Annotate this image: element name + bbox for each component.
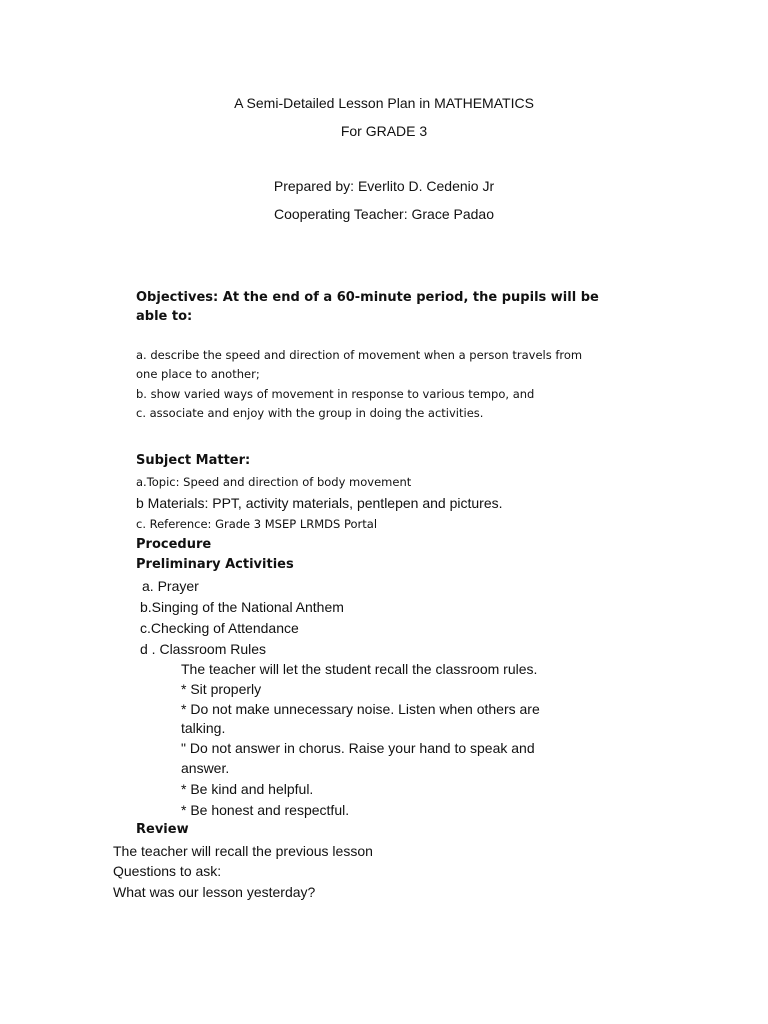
grade-label: For GRADE 3: [340, 123, 428, 139]
rule-line: " Do not answer in chorus. Raise your hand to speak and: [181, 740, 535, 756]
subject-matter-heading: Subject Matter:: [136, 453, 251, 468]
procedure-item: d . Classroom Rules: [140, 641, 267, 657]
procedure-item: b.Singing of the National Anthem: [140, 599, 344, 615]
objectives-heading: Objectives: At the end of a 60-minute period, the pupils will be: [136, 290, 599, 305]
objective-item: c. associate and enjoy with the group in doing the activities.: [136, 406, 484, 420]
preliminary-activities-heading: Preliminary Activities: [136, 557, 294, 572]
objective-item: a. describe the speed and direction of movement when a person travels from: [136, 348, 583, 362]
cooperating-teacher: Cooperating Teacher: Grace Padao: [274, 206, 494, 222]
rule-line: answer.: [181, 760, 230, 776]
rule-line: talking.: [181, 720, 226, 736]
rules-intro: The teacher will let the student recall the classroom rules.: [181, 661, 538, 677]
reference-line: c. Reference: Grade 3 MSEP LRMDS Portal: [136, 517, 378, 531]
topic-line: a.Topic: Speed and direction of body movement: [136, 475, 412, 489]
objective-item: one place to another;: [136, 367, 260, 381]
materials-line: b Materials: PPT, activity materials, pentlepen and pictures.: [136, 495, 503, 511]
procedure-item: a. Prayer: [142, 578, 199, 594]
rule-line: * Sit properly: [181, 681, 262, 697]
document-title: A Semi-Detailed Lesson Plan in MATHEMATICS: [234, 95, 534, 111]
rule-line: * Be honest and respectful.: [181, 802, 350, 818]
review-line: Questions to ask:: [113, 863, 222, 879]
objective-item: b. show varied ways of movement in response to various tempo, and: [136, 387, 535, 401]
objectives-heading-cont: able to:: [136, 309, 193, 324]
prepared-by: Prepared by: Everlito D. Cedenio Jr: [273, 178, 495, 194]
review-heading: Review: [136, 822, 189, 837]
procedure-heading: Procedure: [136, 537, 212, 552]
review-line: What was our lesson yesterday?: [113, 884, 316, 900]
rule-line: * Do not make unnecessary noise. Listen when others are: [181, 701, 540, 717]
review-line: The teacher will recall the previous lesson: [113, 843, 373, 859]
procedure-item: c.Checking of Attendance: [140, 620, 299, 636]
rule-line: * Be kind and helpful.: [181, 781, 314, 797]
